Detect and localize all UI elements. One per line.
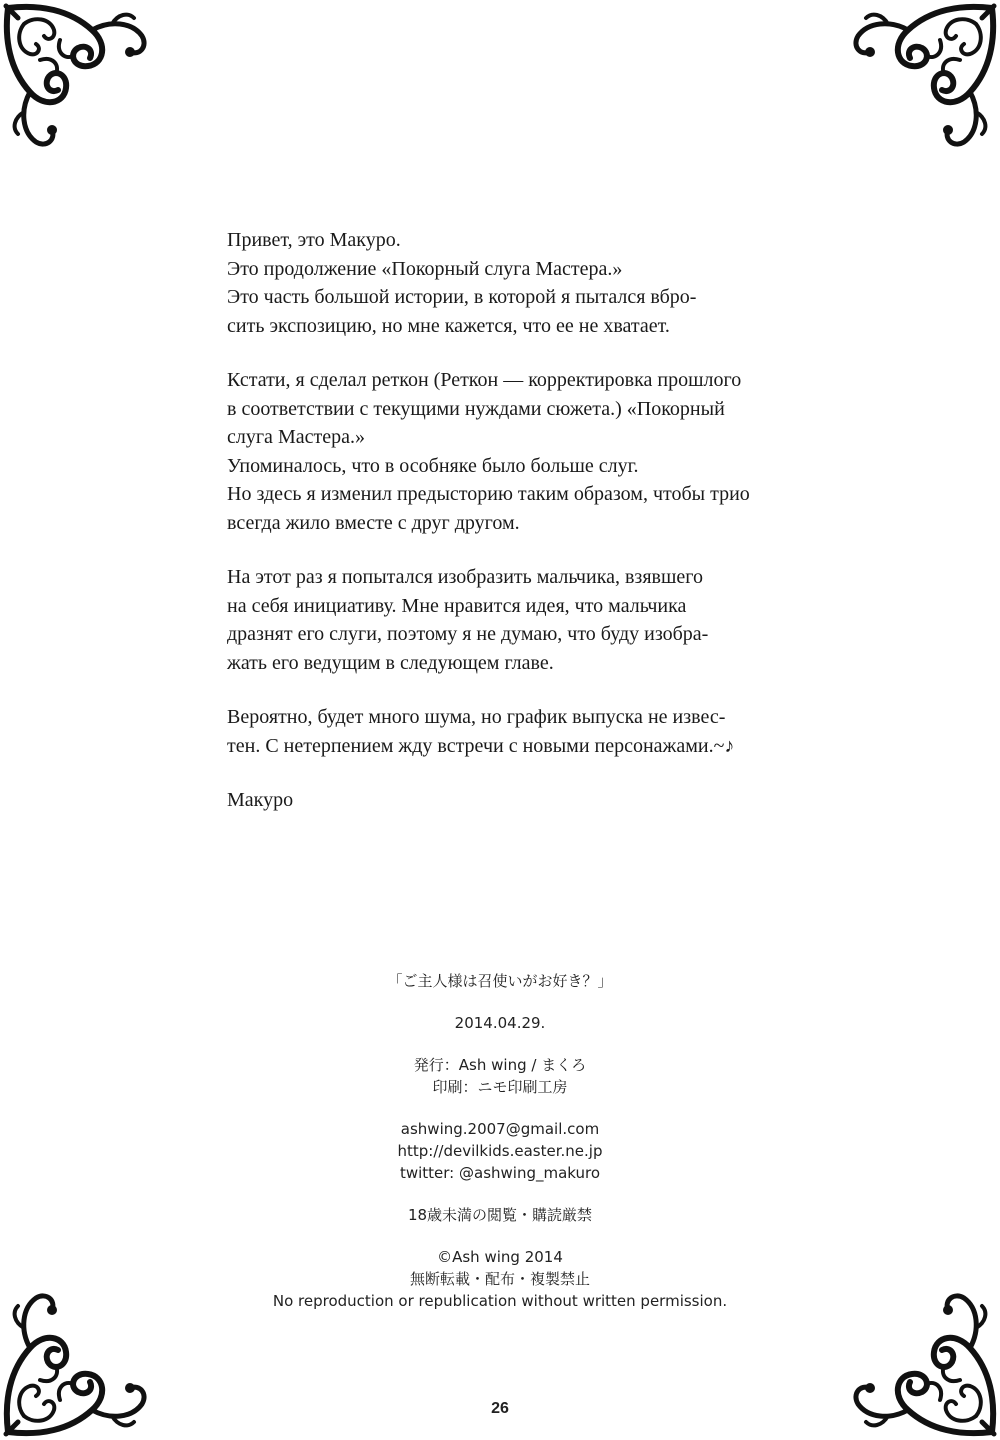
page-number: 26 [491,1400,509,1417]
text-line: Но здесь я изменил предысторию таким образом, чтобы трио [227,483,750,505]
text-line: На этот раз я попытался изобразить мальчика, взявшего [227,566,703,588]
text-line: тен. С нетерпением жду встречи с новыми персонажами.~♪ [227,734,735,757]
afterword-paragraph [227,703,827,760]
website-url: http://devilkids.easter.ne.jp [397,1142,603,1160]
text-line: слуга Мастера.» [227,426,365,448]
twitter-handle: twitter: @ashwing_makuro [399,1164,601,1182]
colophon-age-group [0,1204,1000,1226]
text-line: сить экспозицию, но мне кажется, что ее не хватает. [227,314,670,337]
text-line: жать его ведущим в следующем главе. [227,651,554,674]
afterword-paragraph [227,226,827,340]
colophon-credits-group [0,1054,1000,1098]
afterword-paragraph [227,563,827,677]
text-line: Это часть большой истории, в которой я пытался вбро- [227,286,697,308]
email-address: ashwing.2007@gmail.com [400,1120,600,1138]
prohibition-notice-jp: 無断転載・配布・複製禁止 [409,1270,590,1288]
text-line: Это продолжение «Покорный слуга Мастера.» [227,257,623,280]
book-title: 「ご主人様は召使いがお好き？」 [387,972,613,990]
colophon-contacts-group [0,1118,1000,1184]
age-restriction-notice: 18歳未満の閲覧・購読厳禁 [407,1206,593,1224]
signature-line: Макуро [227,789,294,811]
publication-date: 2014.04.29. [454,1014,546,1032]
corner-ornament-top-left [0,0,150,150]
flourish-icon [850,0,1000,150]
colophon-rights-group [0,1246,1000,1312]
afterword-paragraph [227,366,827,537]
prohibition-notice-en: No reproduction or republication without written permission. [272,1292,728,1310]
text-line: Вероятно, будет много шума, но график выпуска не извес- [227,706,726,728]
text-line: Кстати, я сделал реткон (Реткон — корректировка прошлого [227,369,742,391]
text-line: в соответствии с текущими нуждами сюжета.) «Покорный [227,397,725,420]
text-line: на себя инициативу. Мне нравится идея, что мальчика [227,594,687,617]
publisher: 発行：Ash wing / まくろ [413,1056,587,1074]
text-line: Упоминалось, что в особняке было больше слуг. [227,454,639,477]
colophon [0,970,1000,1332]
author-signature [227,786,827,815]
printer: 印刷：ニモ印刷工房 [432,1078,568,1096]
text-line: Привет, это Макуро. [227,229,401,251]
text-line: дразнят его слуги, поэтому я не думаю, что буду изобра- [227,623,709,645]
corner-ornament-top-right [850,0,1000,150]
colophon-date-group [0,1012,1000,1034]
text-line: всегда жило вместе с друг другом. [227,511,520,534]
afterword-text [227,226,827,841]
colophon-title-group [0,970,1000,992]
copyright-notice: ©Ash wing 2014 [437,1248,563,1266]
flourish-icon [0,0,150,150]
